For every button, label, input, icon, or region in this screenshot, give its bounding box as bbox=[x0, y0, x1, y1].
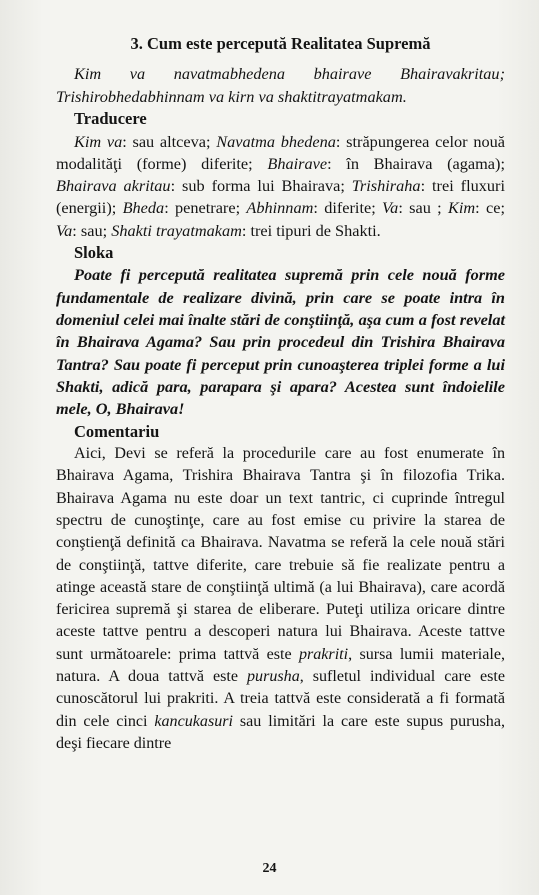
glossary-term: Bheda bbox=[122, 198, 165, 218]
translation-paragraph bbox=[56, 131, 505, 242]
commentary-text: Aici, Devi se referă la procedurile care au fost enumerate în Bhairava Agama, Trishira Bhairava Tantra şi în filozofia Trika. Bhairava Agama nu este doar un text tantric, ci cuprinde întregul spectru de cunoştinţe, care au fost emise cu privire la starea de conştienţă definită ca Bhairava. Navatma se referă la cele nouă stări de conştiinţă, tattve diferite, care trebuie să fie realizate pentru a atinge această stare de conştiinţă ultimă (a lui Bhairava), care acordă fericirea supremă şi starea de eliberare. Puteţi utiliza oricare dintre aceste tattve pentru a descoperi natura lui Bhairava. Aceste tattve sunt următoarele: prima tattvă este bbox=[56, 445, 505, 663]
glossary-separator: : bbox=[241, 220, 251, 240]
glossary-definition: diferite; bbox=[324, 198, 383, 218]
translation-heading: Traducere bbox=[74, 109, 147, 128]
glossary-separator: : bbox=[313, 198, 325, 218]
glossary-separator: : bbox=[170, 176, 183, 196]
glossary-term: Kim va bbox=[74, 131, 123, 151]
glossary-term: Trishiraha bbox=[351, 176, 421, 196]
commentary-text: sau limitări la care este supus purusha, deşi fiecare dintre bbox=[56, 712, 506, 752]
glossary-term: Va bbox=[56, 220, 73, 240]
glossary-separator: : bbox=[122, 131, 133, 151]
glossary-definition: sub forma lui Bhairava; bbox=[182, 176, 352, 196]
glossary-term: Va bbox=[382, 198, 399, 218]
glossary-definition: în Bhairava (agama); bbox=[346, 153, 505, 173]
glossary-separator: : bbox=[164, 198, 176, 218]
glossary-definition: sau; bbox=[80, 220, 112, 240]
glossary-separator: : bbox=[72, 220, 81, 240]
glossary-separator: : bbox=[327, 153, 347, 173]
glossary-definition: penetrare; bbox=[175, 198, 247, 218]
commentary-text: , sursa lumii materiale, natura. A doua tattvă este bbox=[56, 645, 505, 686]
glossary-definition: trei fluxuri (energii); bbox=[56, 176, 505, 218]
glossary-separator: : bbox=[420, 176, 433, 196]
glossary-definition: străpungerea celor nouă modalităţi (forme) diferite; bbox=[56, 131, 505, 173]
glossary-separator: : bbox=[335, 131, 347, 151]
glossary-term: Shakti trayatmakam bbox=[111, 220, 242, 240]
glossary-separator: : bbox=[475, 198, 487, 218]
sloka-text: Poate fi percepută realitatea supremă prin cele nouă forme fundamentale de realizare divină, prin care se poate intra în domeniul celei mai înalte stări de conştiinţă, aşa cum a fost revelat în Bhairava Agama? Sau prin procedeul din Trishira Bhairava Tantra? Sau poate fi perceput prin cunoaşterea triplei forme a lui Shakti, adică para, parapara şi apara? Acestea sunt îndoielile mele, O, Bhairava! bbox=[56, 265, 505, 419]
commentary-term: purusha bbox=[246, 668, 300, 686]
glossary-term: Bhairave bbox=[267, 153, 328, 173]
glossary-definition: sau altceva; bbox=[132, 131, 217, 151]
glossary-term: Kim bbox=[448, 198, 476, 218]
glossary-definition: ce; bbox=[486, 198, 505, 218]
page-number: 24 bbox=[262, 861, 277, 876]
commentary-term: kancukasuri bbox=[154, 712, 234, 730]
glossary-separator: : bbox=[398, 198, 410, 218]
glossary-definition: sau ; bbox=[409, 198, 449, 218]
glossary-term: Bhairava akritau bbox=[56, 176, 171, 196]
glossary-term: Navatma bhedena bbox=[216, 131, 336, 151]
commentary-heading: Comentariu bbox=[74, 421, 160, 441]
sloka-heading: Sloka bbox=[74, 242, 114, 262]
sanskrit-verse: Kim va navatmabhedena bhairave Bhairavakritau; Trishirobhedabhinnam va kirn va shaktitrayatmakam. bbox=[56, 64, 505, 106]
glossary-term: Abhinnam bbox=[246, 198, 314, 218]
section-heading: 3. Cum este percepută Realitatea Supremă bbox=[130, 34, 431, 53]
commentary-term: prakriti bbox=[298, 645, 349, 663]
glossary-definition: trei tipuri de Shakti. bbox=[250, 220, 381, 240]
commentary-text: , sufletul individual care este cunoscătorul lui prakriti. A treia tattvă este considerată a fi formată din cele cinci bbox=[56, 668, 505, 730]
commentary-paragraph bbox=[56, 443, 505, 755]
